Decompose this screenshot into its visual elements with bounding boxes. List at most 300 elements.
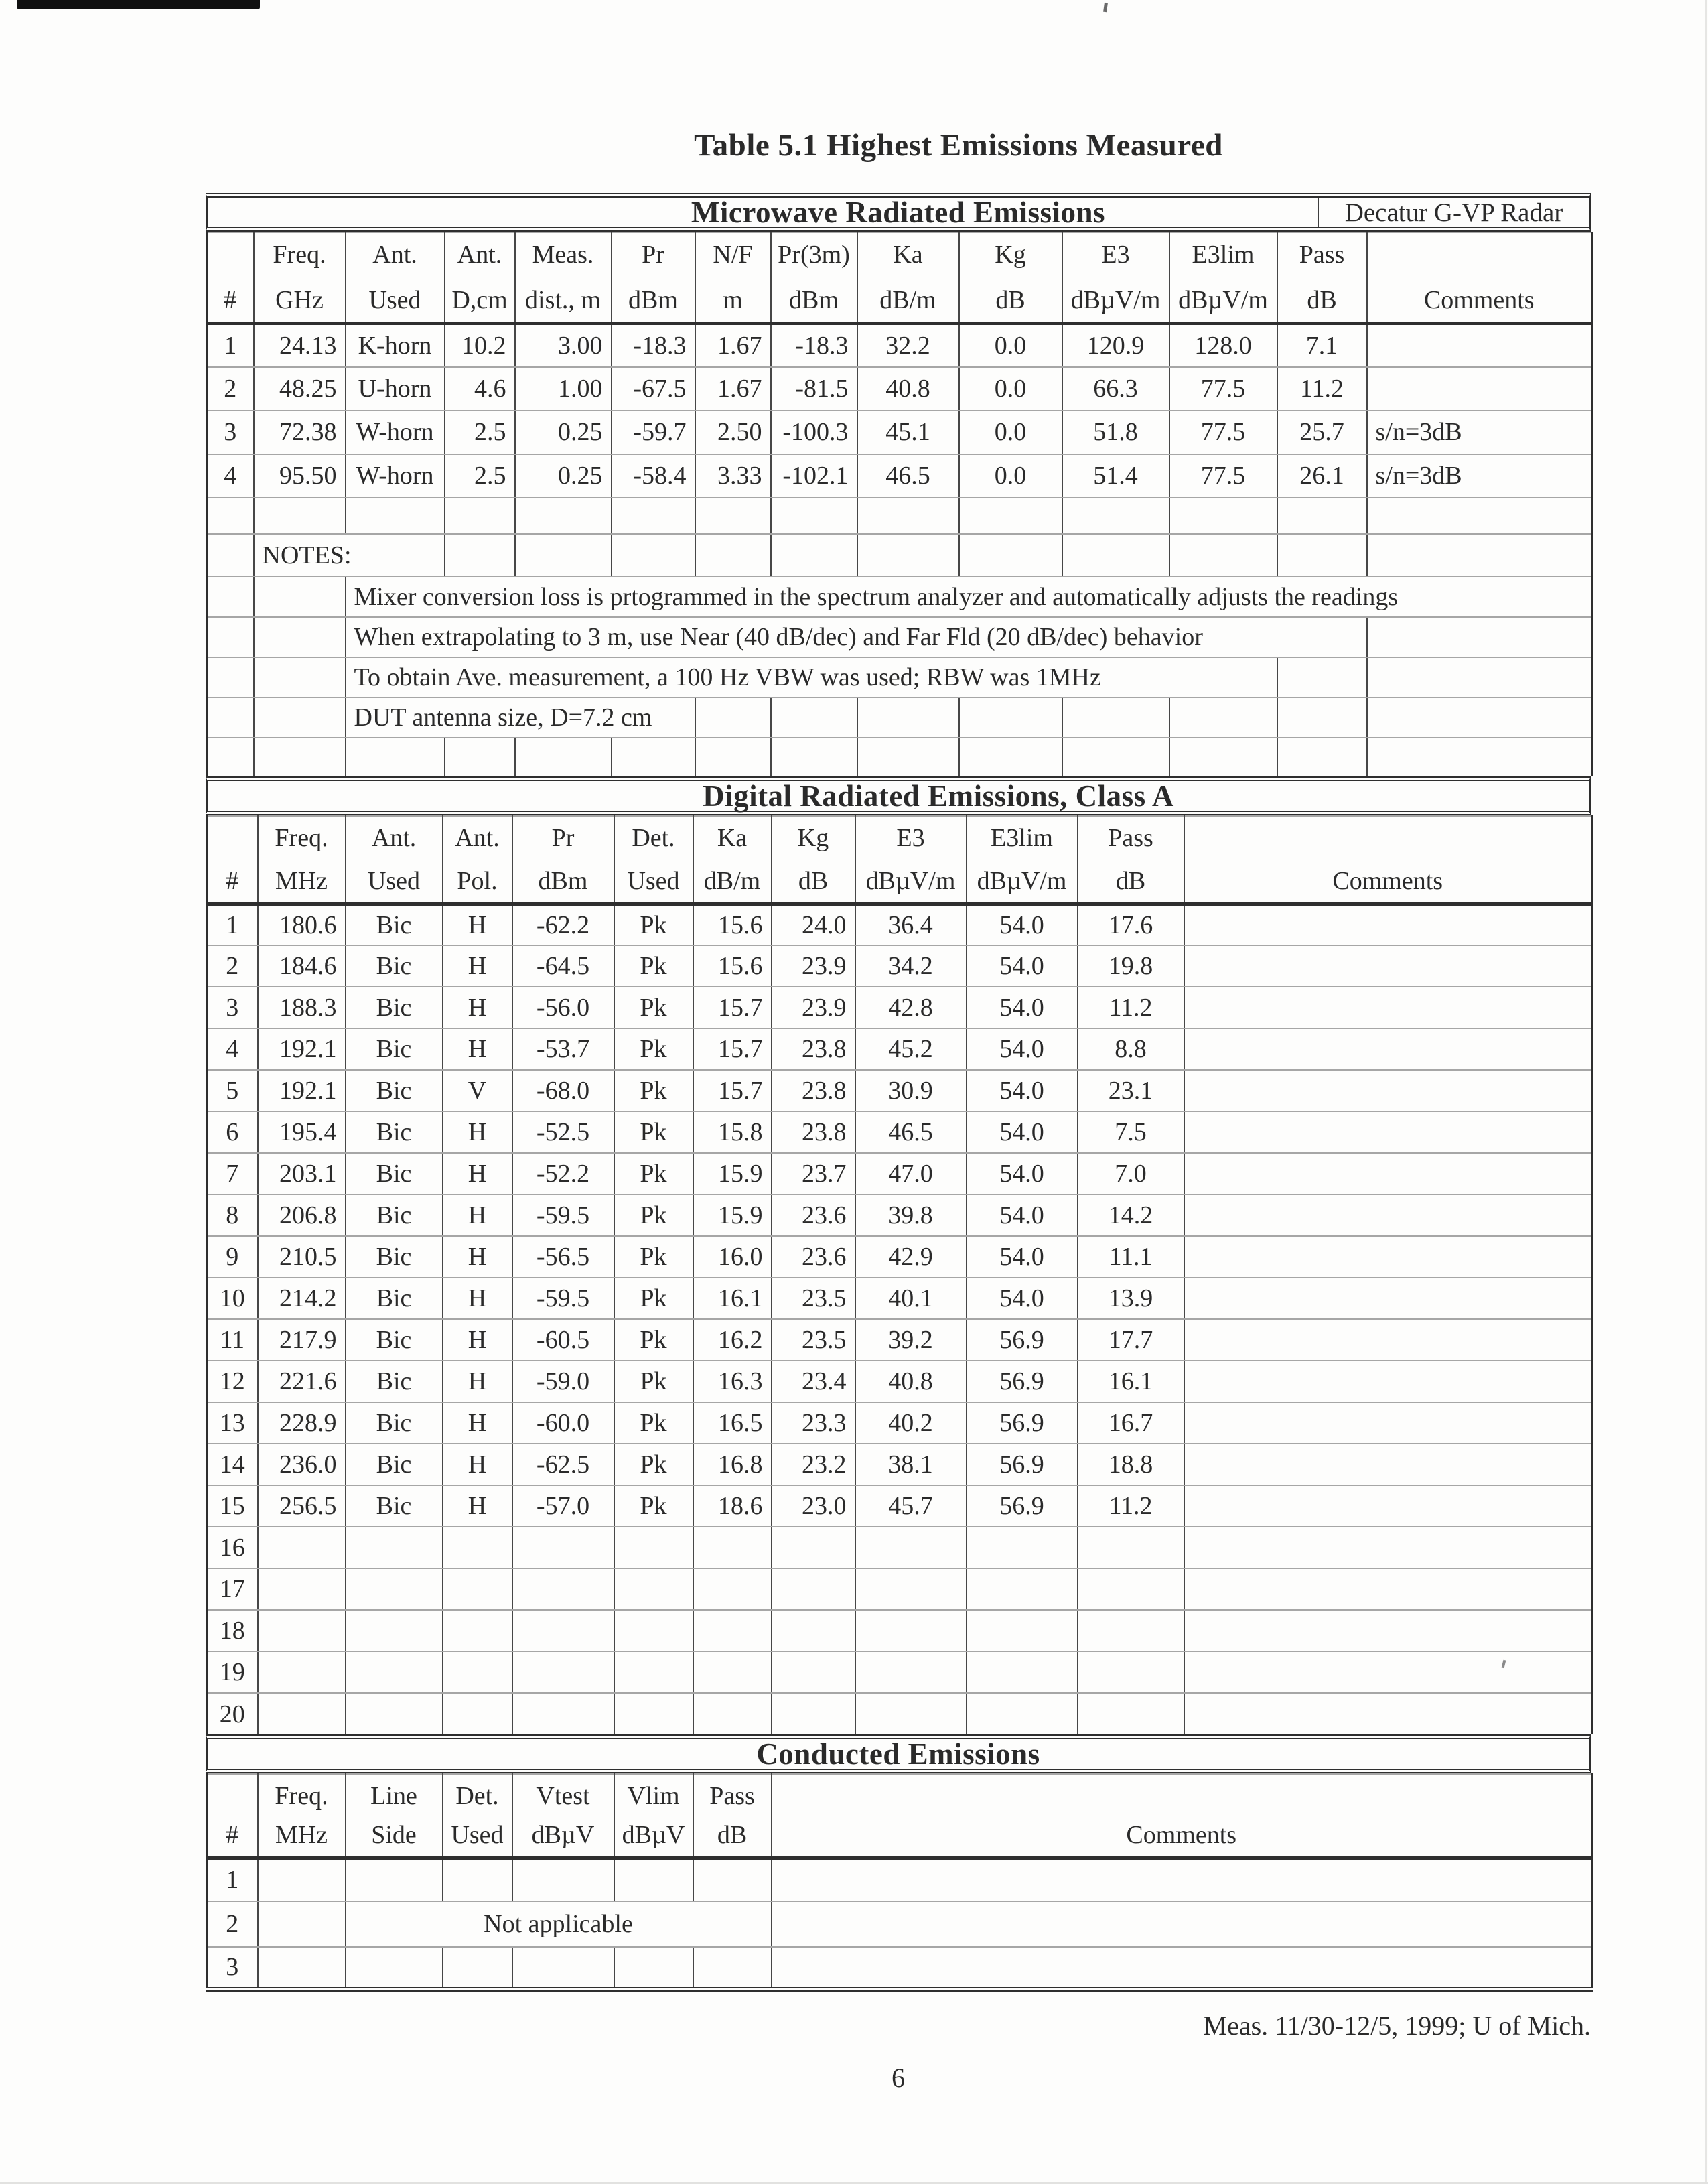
table-cell: 17.6 <box>1078 904 1184 945</box>
table-cell: 180.6 <box>258 904 346 945</box>
table-cell: 23.5 <box>772 1319 855 1361</box>
table-cell <box>1184 1070 1592 1111</box>
table-cell <box>855 1693 967 1734</box>
column-header: Comments <box>772 1774 1592 1858</box>
table-cell: 10 <box>207 1278 258 1319</box>
table-cell: W-horn <box>346 454 445 498</box>
table-cell: H <box>443 1195 512 1236</box>
note-text: Mixer conversion loss is prtogrammed in the spectrum analyzer and automatically adjusts the readings <box>346 577 1592 617</box>
table-cell: 23.0 <box>772 1485 855 1527</box>
table-cell <box>445 498 515 534</box>
table-row <box>207 738 1592 776</box>
microwave-data-row <box>207 324 1592 367</box>
table-cell: -56.5 <box>512 1236 614 1278</box>
table-cell <box>515 534 612 577</box>
table-cell: -59.5 <box>512 1278 614 1319</box>
table-cell: H <box>443 1278 512 1319</box>
table-cell: 54.0 <box>967 1070 1078 1111</box>
table-cell: 2 <box>207 945 258 987</box>
table-cell: H <box>443 1028 512 1070</box>
table-cell <box>693 1693 772 1734</box>
column-header: Freq. GHz <box>254 232 346 324</box>
table-cell: -68.0 <box>512 1070 614 1111</box>
table-cell: -52.5 <box>512 1111 614 1153</box>
table-cell: 77.5 <box>1169 367 1277 411</box>
table-cell: 1.67 <box>695 367 771 411</box>
microwave-band-header <box>206 193 1591 232</box>
table-cell <box>693 1610 772 1651</box>
table-cell: -52.2 <box>512 1153 614 1195</box>
not-applicable-note: Not applicable <box>346 1901 772 1947</box>
table-cell <box>967 1693 1078 1734</box>
table-cell <box>1062 738 1169 776</box>
table-cell: Bic <box>346 1278 443 1319</box>
table-cell: 39.2 <box>855 1319 967 1361</box>
table-cell: H <box>443 904 512 945</box>
table-cell <box>1184 1319 1592 1361</box>
table-cell <box>1184 1153 1592 1195</box>
table-cell: -18.3 <box>771 324 857 367</box>
table-cell: 54.0 <box>967 1028 1078 1070</box>
table-cell: 95.50 <box>254 454 346 498</box>
column-header: Vtest dBµV <box>512 1774 614 1858</box>
table-cell <box>1184 1195 1592 1236</box>
table-cell: 18 <box>207 1610 258 1651</box>
digital-band-title: Digital Radiated Emissions, Class A <box>703 778 1174 813</box>
table-cell <box>1184 1236 1592 1278</box>
table-cell <box>771 498 857 534</box>
note-text: When extrapolating to 3 m, use Near (40 dB/dec) and Far Fld (20 dB/dec) behavior <box>346 617 1367 657</box>
table-cell <box>258 1901 346 1947</box>
column-header: Pr dBm <box>512 816 614 904</box>
digital-data-row <box>207 1651 1592 1693</box>
table-cell <box>512 1947 614 1990</box>
table-cell: 214.2 <box>258 1278 346 1319</box>
table-cell: Pk <box>614 1485 693 1527</box>
column-header: Kg dB <box>959 232 1062 324</box>
table-cell <box>614 1527 693 1568</box>
table-cell: 4 <box>207 454 254 498</box>
table-cell: 23.6 <box>772 1236 855 1278</box>
table-cell <box>967 1610 1078 1651</box>
table-cell <box>959 697 1062 738</box>
table-cell: Bic <box>346 1028 443 1070</box>
table-cell: 0.25 <box>515 454 612 498</box>
table-cell: H <box>443 1111 512 1153</box>
table-cell <box>346 1651 443 1693</box>
table-cell: 23.2 <box>772 1444 855 1485</box>
table-cell <box>1277 657 1367 697</box>
table-cell: Pk <box>614 1402 693 1444</box>
table-cell: 8 <box>207 1195 258 1236</box>
table-cell <box>258 1568 346 1610</box>
scan-edge-shadow <box>1705 0 1707 2184</box>
table-cell: 42.9 <box>855 1236 967 1278</box>
table-cell: 23.6 <box>772 1195 855 1236</box>
table-cell: W-horn <box>346 411 445 454</box>
table-cell: Bic <box>346 1070 443 1111</box>
table-cell: 19 <box>207 1651 258 1693</box>
digital-data-row <box>207 1195 1592 1236</box>
table-cell <box>1062 697 1169 738</box>
table-cell: 3.00 <box>515 324 612 367</box>
table-cell: 15.7 <box>693 1028 772 1070</box>
table-cell: 51.4 <box>1062 454 1169 498</box>
column-header: Ant. Used <box>346 816 443 904</box>
digital-data-row <box>207 1070 1592 1111</box>
table-cell <box>207 657 254 697</box>
table-cell: Pk <box>614 1278 693 1319</box>
table-cell: 51.8 <box>1062 411 1169 454</box>
table-cell: -64.5 <box>512 945 614 987</box>
table-cell: 7.0 <box>1078 1153 1184 1195</box>
table-cell: Bic <box>346 1236 443 1278</box>
table-cell <box>258 1858 346 1901</box>
table-cell: 39.8 <box>855 1195 967 1236</box>
table-cell: H <box>443 1153 512 1195</box>
table-cell: -81.5 <box>771 367 857 411</box>
table-cell <box>207 617 254 657</box>
column-header: Comments <box>1367 232 1592 324</box>
column-header: N/F m <box>695 232 771 324</box>
table-cell: 1 <box>207 324 254 367</box>
digital-data-row <box>207 987 1592 1028</box>
digital-data-row <box>207 1693 1592 1734</box>
column-header: E3 dBµV/m <box>855 816 967 904</box>
table-cell <box>855 1527 967 1568</box>
table-cell: 7.5 <box>1078 1111 1184 1153</box>
table-cell: 1 <box>207 904 258 945</box>
device-label: Decatur G-VP Radar <box>1318 198 1589 227</box>
table-header-row <box>207 232 1592 324</box>
table-cell <box>695 738 771 776</box>
table-cell: s/n=3dB <box>1367 411 1592 454</box>
column-header: Pr dBm <box>612 232 695 324</box>
table-cell: Bic <box>346 1111 443 1153</box>
table-cell: 56.9 <box>967 1402 1078 1444</box>
table-cell: -100.3 <box>771 411 857 454</box>
table-cell: 30.9 <box>855 1070 967 1111</box>
table-cell <box>258 1693 346 1734</box>
table-cell <box>512 1858 614 1901</box>
table-cell <box>772 1610 855 1651</box>
table-cell: H <box>443 987 512 1028</box>
table-cell: 54.0 <box>967 1236 1078 1278</box>
table-cell: 14.2 <box>1078 1195 1184 1236</box>
column-header: Pass dB <box>693 1774 772 1858</box>
table-cell: 54.0 <box>967 1278 1078 1319</box>
table-cell: 23.4 <box>772 1361 855 1402</box>
table-cell <box>346 1947 443 1990</box>
table-cell: 72.38 <box>254 411 346 454</box>
table-cell: 45.1 <box>857 411 959 454</box>
digital-emissions-table <box>206 815 1593 1735</box>
scan-artifact-mark <box>1103 3 1108 13</box>
table-cell <box>614 1693 693 1734</box>
table-cell <box>443 1693 512 1734</box>
table-cell <box>512 1527 614 1568</box>
table-cell <box>1367 657 1592 697</box>
table-cell: 217.9 <box>258 1319 346 1361</box>
table-cell: 2.5 <box>445 411 515 454</box>
table-cell <box>346 738 445 776</box>
conducted-band-title: Conducted Emissions <box>756 1737 1040 1771</box>
table-cell <box>614 1858 693 1901</box>
table-cell: 16.8 <box>693 1444 772 1485</box>
table-cell: 38.1 <box>855 1444 967 1485</box>
table-cell <box>1367 534 1592 577</box>
table-cell: 14 <box>207 1444 258 1485</box>
table-cell <box>772 1651 855 1693</box>
table-cell: 16.7 <box>1078 1402 1184 1444</box>
conducted-band-header <box>206 1734 1591 1773</box>
table-cell <box>1078 1610 1184 1651</box>
table-cell <box>693 1651 772 1693</box>
table-cell <box>857 697 959 738</box>
table-cell: 16.1 <box>1078 1361 1184 1402</box>
table-cell: 228.9 <box>258 1402 346 1444</box>
table-cell: 2 <box>207 1901 258 1947</box>
table-cell <box>443 1947 512 1990</box>
table-cell: 15.6 <box>693 945 772 987</box>
table-cell: 40.1 <box>855 1278 967 1319</box>
table-cell <box>614 1947 693 1990</box>
notes-label-row <box>207 534 1592 577</box>
conducted-data-row <box>207 1947 1592 1990</box>
table-cell: 56.9 <box>967 1361 1078 1402</box>
table-cell: 23.8 <box>772 1070 855 1111</box>
table-cell <box>346 1858 443 1901</box>
table-cell: 11.1 <box>1078 1236 1184 1278</box>
table-cell <box>1184 1278 1592 1319</box>
table-cell: 0.25 <box>515 411 612 454</box>
table-cell <box>959 498 1062 534</box>
table-cell <box>693 1568 772 1610</box>
page-title: Table 5.1 Highest Emissions Measured <box>694 128 1223 163</box>
table-cell <box>1367 324 1592 367</box>
digital-data-row <box>207 1402 1592 1444</box>
table-cell <box>695 498 771 534</box>
page-number: 6 <box>892 2063 905 2093</box>
table-cell: 54.0 <box>967 904 1078 945</box>
column-header: Ka dB/m <box>857 232 959 324</box>
table-cell: 16 <box>207 1527 258 1568</box>
digital-data-row <box>207 1236 1592 1278</box>
table-cell <box>258 1651 346 1693</box>
table-cell <box>772 1858 1592 1901</box>
table-cell <box>445 534 515 577</box>
table-cell: 0.0 <box>959 324 1062 367</box>
digital-data-row <box>207 1610 1592 1651</box>
table-cell: 42.8 <box>855 987 967 1028</box>
table-cell: -60.0 <box>512 1402 614 1444</box>
column-header: E3 dBµV/m <box>1062 232 1169 324</box>
column-header: E3lim dBµV/m <box>967 816 1078 904</box>
table-cell: -57.0 <box>512 1485 614 1527</box>
table-cell: H <box>443 1361 512 1402</box>
table-cell <box>1277 498 1367 534</box>
table-cell: 17 <box>207 1568 258 1610</box>
table-cell <box>1169 498 1277 534</box>
column-header: Pr(3m) dBm <box>771 232 857 324</box>
table-cell <box>857 534 959 577</box>
table-cell <box>1277 534 1367 577</box>
table-cell <box>772 1901 1592 1947</box>
table-cell: 54.0 <box>967 1195 1078 1236</box>
table-cell: Pk <box>614 1361 693 1402</box>
table-cell: Pk <box>614 1444 693 1485</box>
table-cell <box>1078 1527 1184 1568</box>
table-cell <box>1169 534 1277 577</box>
table-cell <box>771 534 857 577</box>
table-cell <box>346 1568 443 1610</box>
notes-label: NOTES: <box>254 534 445 577</box>
table-cell: 46.5 <box>857 454 959 498</box>
table-cell: H <box>443 1444 512 1485</box>
table-cell <box>614 1651 693 1693</box>
table-cell <box>1367 617 1592 657</box>
table-cell: 16.0 <box>693 1236 772 1278</box>
table-cell <box>693 1527 772 1568</box>
table-cell <box>1184 1568 1592 1610</box>
table-cell: 0.0 <box>959 411 1062 454</box>
table-cell <box>1184 1485 1592 1527</box>
column-header: Ant. Pol. <box>443 816 512 904</box>
table-cell <box>1184 945 1592 987</box>
table-cell: -53.7 <box>512 1028 614 1070</box>
column-header: # <box>207 1774 258 1858</box>
table-cell <box>1184 1361 1592 1402</box>
table-cell <box>772 1527 855 1568</box>
table-cell: 54.0 <box>967 945 1078 987</box>
table-cell: 23.3 <box>772 1402 855 1444</box>
microwave-band-title: Microwave Radiated Emissions <box>691 196 1106 229</box>
column-header: # <box>207 232 254 324</box>
table-cell: 0.0 <box>959 367 1062 411</box>
table-cell: K-horn <box>346 324 445 367</box>
table-cell <box>443 1568 512 1610</box>
table-cell <box>346 498 445 534</box>
table-cell: 4 <box>207 1028 258 1070</box>
table-cell <box>855 1610 967 1651</box>
table-cell: 32.2 <box>857 324 959 367</box>
microwave-data-row <box>207 411 1592 454</box>
table-cell: 188.3 <box>258 987 346 1028</box>
table-cell: V <box>443 1070 512 1111</box>
digital-data-row <box>207 1361 1592 1402</box>
table-cell <box>254 498 346 534</box>
table-cell: -59.0 <box>512 1361 614 1402</box>
table-cell <box>1184 1610 1592 1651</box>
table-cell <box>207 534 254 577</box>
digital-data-row <box>207 1319 1592 1361</box>
table-cell <box>445 738 515 776</box>
table-cell <box>695 534 771 577</box>
table-cell: 17.7 <box>1078 1319 1184 1361</box>
table-cell <box>1367 738 1592 776</box>
table-cell <box>693 1947 772 1990</box>
table-cell <box>512 1568 614 1610</box>
digital-data-row <box>207 1111 1592 1153</box>
column-header: Pass dB <box>1277 232 1367 324</box>
table-cell: 15.7 <box>693 987 772 1028</box>
table-cell <box>857 498 959 534</box>
table-cell <box>1169 738 1277 776</box>
table-cell: Bic <box>346 1361 443 1402</box>
table-cell <box>512 1651 614 1693</box>
table-cell <box>612 534 695 577</box>
note-row <box>207 657 1592 697</box>
table-cell: 2.50 <box>695 411 771 454</box>
table-cell: 7.1 <box>1277 324 1367 367</box>
table-cell: 15.9 <box>693 1195 772 1236</box>
table-cell: 56.9 <box>967 1444 1078 1485</box>
digital-data-row <box>207 945 1592 987</box>
table-cell <box>515 498 612 534</box>
table-cell: 0.0 <box>959 454 1062 498</box>
table-cell <box>1367 697 1592 738</box>
table-cell: 26.1 <box>1277 454 1367 498</box>
table-cell: 203.1 <box>258 1153 346 1195</box>
table-cell: Pk <box>614 904 693 945</box>
table-cell: Bic <box>346 1402 443 1444</box>
table-cell: 46.5 <box>855 1111 967 1153</box>
table-cell: -62.5 <box>512 1444 614 1485</box>
column-header: Freq. MHz <box>258 1774 346 1858</box>
table-cell: 1.67 <box>695 324 771 367</box>
table-cell: 23.7 <box>772 1153 855 1195</box>
table-cell: 210.5 <box>258 1236 346 1278</box>
table-cell <box>254 657 346 697</box>
table-cell: -56.0 <box>512 987 614 1028</box>
table-cell: -58.4 <box>612 454 695 498</box>
table-cell: 2 <box>207 367 254 411</box>
table-cell <box>443 1651 512 1693</box>
table-cell: 56.9 <box>967 1319 1078 1361</box>
column-header: Line Side <box>346 1774 443 1858</box>
table-cell: 15.9 <box>693 1153 772 1195</box>
table-cell: 16.3 <box>693 1361 772 1402</box>
table-cell <box>967 1527 1078 1568</box>
table-cell: Bic <box>346 945 443 987</box>
table-cell: H <box>443 1236 512 1278</box>
digital-data-row <box>207 1028 1592 1070</box>
table-cell: Pk <box>614 1153 693 1195</box>
table-cell: 256.5 <box>258 1485 346 1527</box>
table-cell <box>693 1858 772 1901</box>
note-row <box>207 697 1592 738</box>
table-cell: Pk <box>614 1195 693 1236</box>
digital-data-row <box>207 904 1592 945</box>
table-cell: -60.5 <box>512 1319 614 1361</box>
table-cell: Bic <box>346 1153 443 1195</box>
table-cell <box>772 1693 855 1734</box>
table-cell: 54.0 <box>967 1111 1078 1153</box>
table-cell <box>614 1610 693 1651</box>
table-cell <box>1078 1568 1184 1610</box>
column-header: # <box>207 816 258 904</box>
note-row <box>207 617 1592 657</box>
table-cell: Pk <box>614 987 693 1028</box>
conducted-emissions-table <box>206 1773 1593 1992</box>
table-cell: -62.2 <box>512 904 614 945</box>
table-cell: -59.7 <box>612 411 695 454</box>
table-cell <box>1184 904 1592 945</box>
table-cell: 6 <box>207 1111 258 1153</box>
table-cell <box>771 738 857 776</box>
column-header: Det. Used <box>614 816 693 904</box>
table-cell: -59.5 <box>512 1195 614 1236</box>
